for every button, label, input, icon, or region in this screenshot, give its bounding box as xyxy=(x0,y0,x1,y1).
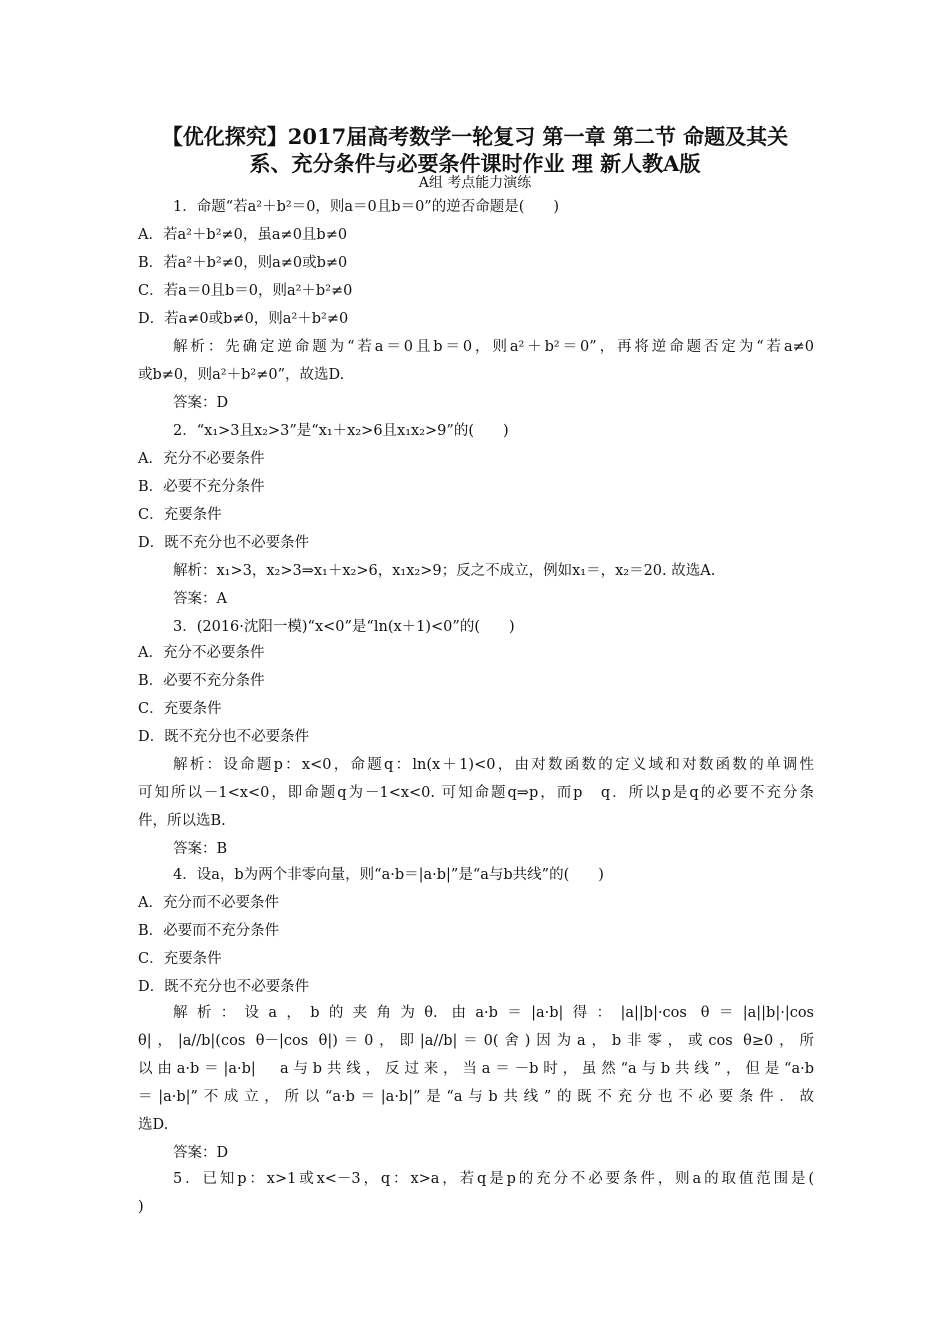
question-3-option-a: A．充分不必要条件 xyxy=(138,645,265,661)
question-4-analysis-line-1: 解析：设a，b的夹角为θ. 由a·b＝|a·b|得：|a||b|·cos θ＝|a||b|·|cos xyxy=(173,1005,814,1021)
question-4-analysis-line-2: θ|，|a//b|(cos θ－|cos θ|)＝0，即|a//b|＝0(舍)因为a，b非零，或cos θ≥0，所 xyxy=(138,1033,814,1049)
question-4-option-c: C．充要条件 xyxy=(138,951,222,967)
question-1-answer: 答案：D xyxy=(173,395,229,411)
question-1-option-a: A．若a²＋b²≠0，虽a≠0且b≠0 xyxy=(138,227,348,243)
question-4-analysis-line-3: 以由a·b＝|a·b| a与b共线，反过来，当a＝－b时，虽然“a与b共线”，但是“a·b xyxy=(138,1061,814,1077)
question-1-option-d: D．若a≠0或b≠0，则a²＋b²≠0 xyxy=(138,311,349,327)
question-4-option-d: D．既不充分也不必要条件 xyxy=(138,979,310,995)
question-2-option-b: B．必要不充分条件 xyxy=(138,479,265,495)
question-4-analysis-line-4: ＝|a·b|”不成立，所以“a·b＝|a·b|”是“a与b共线”的既不充分也不必要条件．故 xyxy=(138,1089,814,1105)
question-3-option-c: C．充要条件 xyxy=(138,701,222,717)
question-3-analysis-line-3: 件，所以选B. xyxy=(138,813,226,829)
question-1-option-b: B．若a²＋b²≠0，则a≠0或b≠0 xyxy=(138,255,348,271)
question-1-analysis-line-1: 解析：先确定逆命题为“若a＝0且b＝0，则a²＋b²＝0”，再将逆命题否定为“若a≠0 xyxy=(173,339,814,355)
question-3-stem: 3．(2016·沈阳一模)“x<0”是“ln(x＋1)<0”的( ) xyxy=(173,619,515,635)
question-2-answer: 答案：A xyxy=(173,591,227,607)
question-2-stem: 2．“x₁>3且x₂>3”是“x₁＋x₂>6且x₁x₂>9”的( ) xyxy=(173,423,509,439)
question-1-analysis-line-2: 或b≠0，则a²＋b²≠0”，故选D. xyxy=(138,367,345,383)
group-heading: A组 考点能力演练 xyxy=(418,175,532,191)
question-2-option-a: A．充分不必要条件 xyxy=(138,451,265,467)
question-2-option-c: C．充要条件 xyxy=(138,507,222,523)
question-1-option-c: C．若a＝0且b＝0，则a²＋b²≠0 xyxy=(138,283,353,299)
question-4-option-a: A．充分而不必要条件 xyxy=(138,895,279,911)
question-3-answer: 答案：B xyxy=(173,841,228,857)
question-4-analysis-line-5: 选D. xyxy=(138,1117,169,1133)
question-1-stem: 1．命题“若a²＋b²＝0，则a＝0且b＝0”的逆否命题是( ) xyxy=(173,199,560,215)
question-3-option-b: B．必要不充分条件 xyxy=(138,673,265,689)
question-2-option-d: D．既不充分也不必要条件 xyxy=(138,535,310,551)
question-4-option-b: B．必要而不充分条件 xyxy=(138,923,280,939)
question-2-analysis: 解析：x₁>3，x₂>3⇒x₁＋x₂>6，x₁x₂>9；反之不成立，例如x₁＝，x₂＝20. 故选A. xyxy=(173,563,716,579)
question-3-option-d: D．既不充分也不必要条件 xyxy=(138,729,310,745)
question-4-answer: 答案：D xyxy=(173,1145,229,1161)
document-title-line-2: 系、充分条件与必要条件课时作业 理 新人教A版 xyxy=(249,151,701,176)
question-5-stem-line-2: ) xyxy=(138,1199,144,1215)
question-3-analysis-line-1: 解析：设命题p：x<0，命题q：ln(x＋1)<0，由对数函数的定义域和对数函数的单调性 xyxy=(173,757,814,773)
question-4-stem: 4．设a，b为两个非零向量，则“a·b＝|a·b|”是“a与b共线”的( ) xyxy=(173,867,604,883)
question-3-analysis-line-2: 可知所以－1<x<0，即命题q为－1<x<0. 可知命题q⇒p，而p q．所以p是q的必要不充分条 xyxy=(138,785,814,801)
question-5-stem-line-1: 5．已知p：x>1或x<－3，q：x>a，若q是p的充分不必要条件，则a的取值范围是( xyxy=(173,1171,814,1187)
document-title-line-1: 【优化探究】2017届高考数学一轮复习 第一章 第二节 命题及其关 xyxy=(161,124,789,149)
